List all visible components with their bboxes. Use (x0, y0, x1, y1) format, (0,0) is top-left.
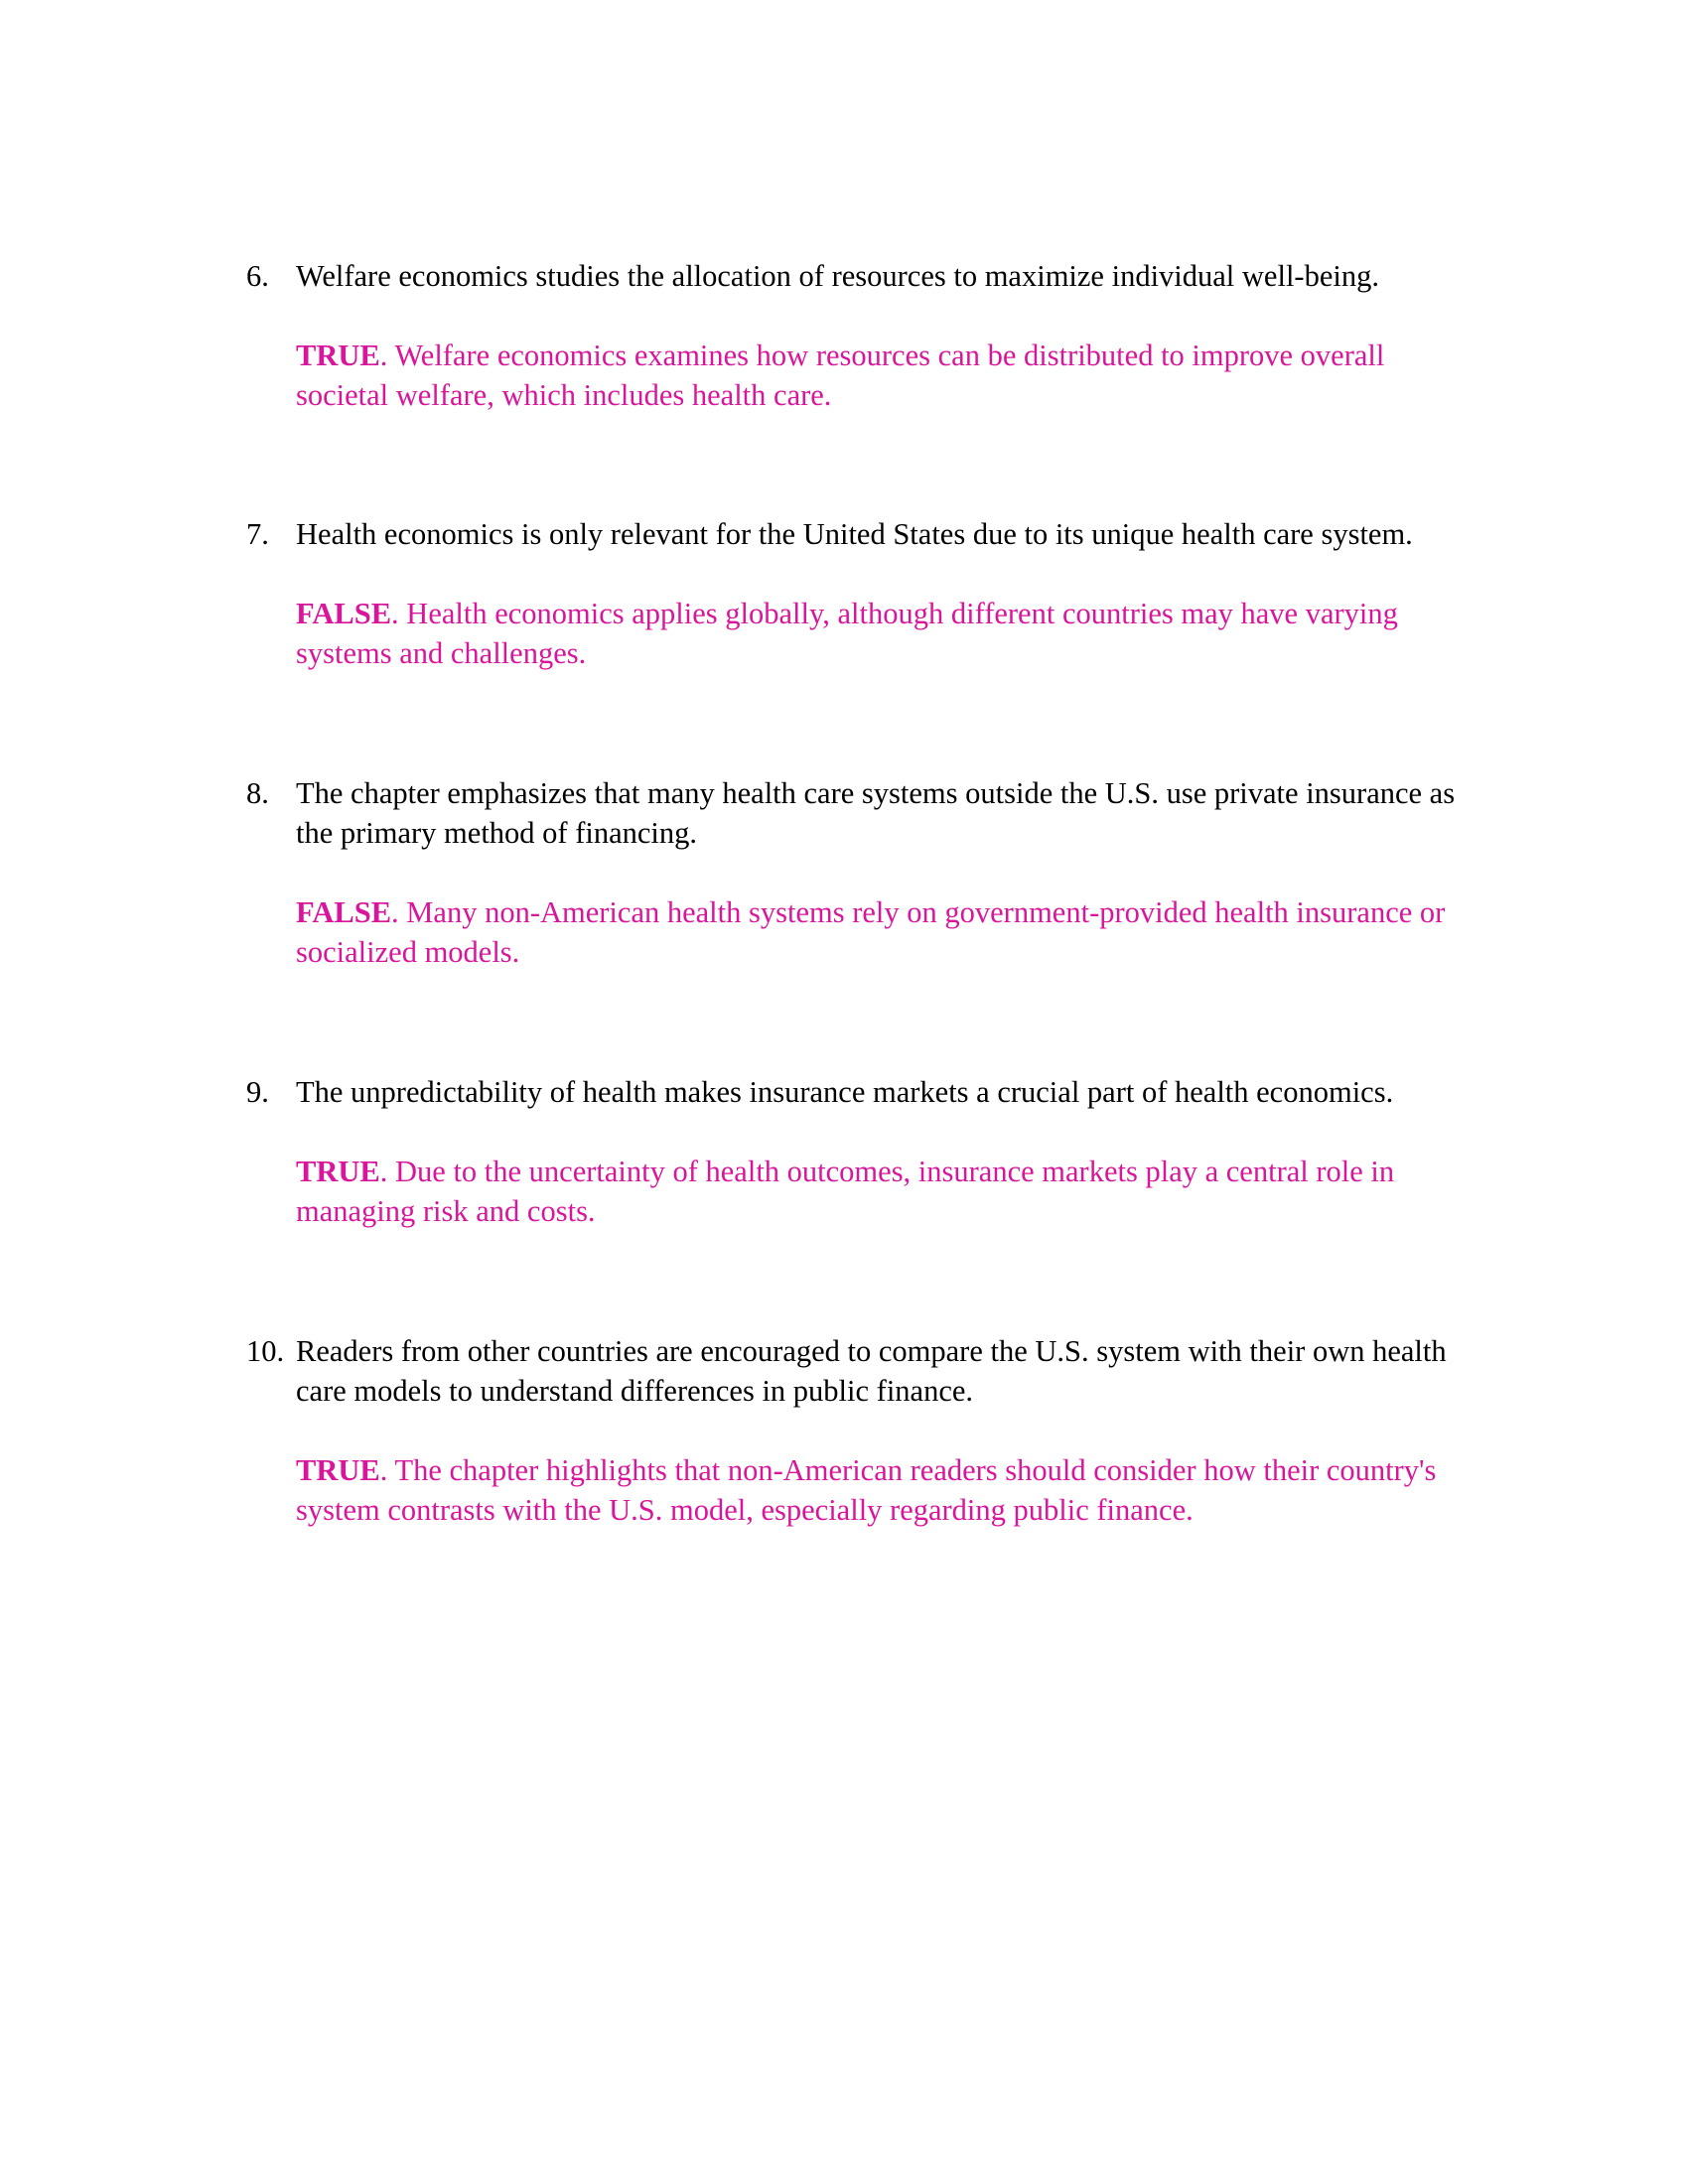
question-number: 9. (246, 1075, 269, 1109)
answer-explanation (296, 594, 1477, 673)
question-item (246, 773, 1477, 972)
question-statement (246, 773, 1477, 853)
question-statement (246, 1072, 1477, 1112)
answer-verdict: TRUE (296, 339, 380, 372)
question-statement (246, 1331, 1477, 1411)
answer-text: . Due to the uncertainty of health outcomes, insurance markets play a central role in managing risk and costs. (296, 1155, 1395, 1228)
question-item (246, 1331, 1477, 1530)
question-number: 7. (246, 517, 269, 551)
answer-verdict: TRUE (296, 1453, 380, 1487)
question-text: The chapter emphasizes that many health care systems outside the U.S. use private insurance as the primary method of financing. (296, 776, 1456, 850)
answer-text: . Many non-American health systems rely on government-provided health insurance or socialized models. (296, 895, 1446, 969)
answer-explanation (296, 336, 1477, 415)
question-item (246, 256, 1477, 415)
question-number: 8. (246, 776, 269, 810)
answer-verdict: FALSE (296, 597, 392, 630)
question-number: 6. (246, 259, 269, 293)
answer-verdict: FALSE (296, 895, 392, 929)
question-number: 10. (246, 1334, 285, 1368)
question-statement (246, 256, 1477, 296)
question-item (246, 514, 1477, 673)
answer-text: . The chapter highlights that non-American readers should consider how their country's system contrasts with the U.S. model, especially regarding public finance. (296, 1453, 1437, 1527)
answer-explanation (296, 1152, 1477, 1231)
question-text: Welfare economics studies the allocation of resources to maximize individual well-being. (296, 259, 1379, 293)
answer-explanation (296, 1450, 1477, 1530)
answer-explanation (296, 892, 1477, 972)
question-text: Readers from other countries are encouraged to compare the U.S. system with their own health care models to understand differences in public finance. (296, 1334, 1447, 1408)
answer-text: . Health economics applies globally, although different countries may have varying systems and challenges. (296, 597, 1398, 670)
question-statement (246, 514, 1477, 554)
question-text: The unpredictability of health makes insurance markets a crucial part of health economics. (296, 1075, 1394, 1109)
question-item (246, 1072, 1477, 1231)
answer-text: . Welfare economics examines how resources can be distributed to improve overall societal welfare, which includes health care. (296, 339, 1385, 412)
answer-verdict: TRUE (296, 1155, 380, 1188)
question-text: Health economics is only relevant for the United States due to its unique health care system. (296, 517, 1413, 551)
